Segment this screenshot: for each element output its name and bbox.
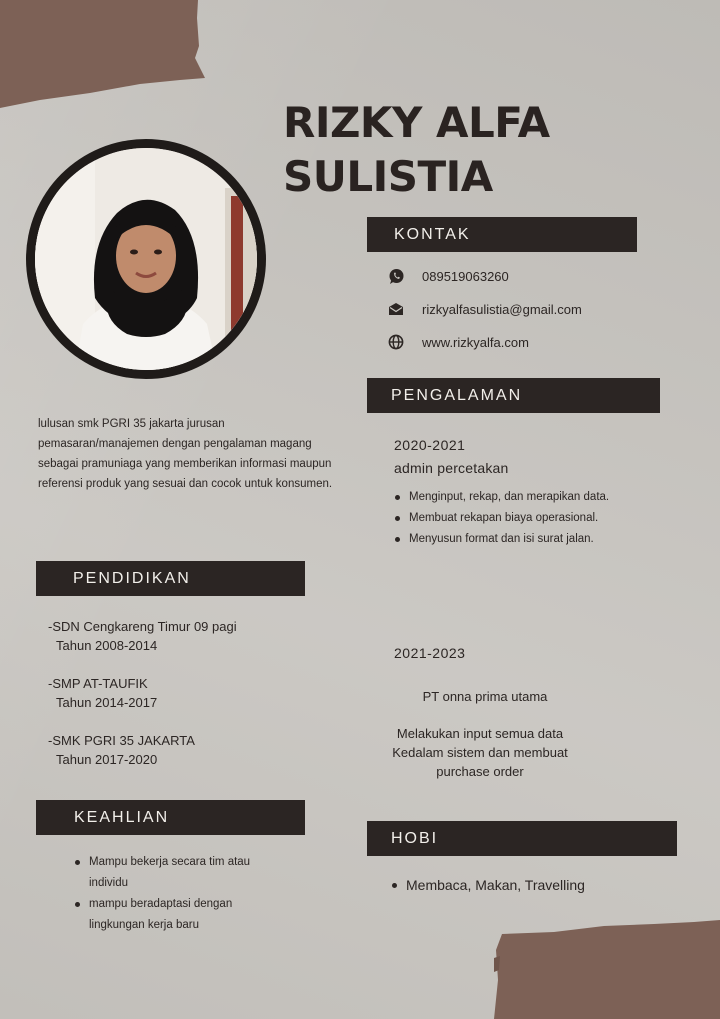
- education-item: [48, 674, 157, 712]
- job-2-description-line: Melakukan input semua data: [396, 726, 564, 741]
- job-1-task: Membuat rekapan biaya operasional.: [393, 508, 618, 529]
- profile-photo-image: [35, 148, 257, 370]
- school-name: -SMP AT-TAUFIK: [48, 676, 148, 691]
- experience-heading: PENGALAMAN: [391, 387, 523, 404]
- email-icon: [386, 299, 406, 319]
- job-2-period: 2021-2023: [394, 645, 466, 661]
- skill-item: Mampu bekerja secara tim atau individu: [73, 852, 283, 894]
- education-heading-bar: [36, 561, 305, 596]
- school-years: Tahun 2014-2017: [56, 695, 158, 710]
- profile-summary: lulusan smk PGRI 35 jakarta jurusan pemasaran/manajemen dengan pengalaman magang sebagai pramuniaga yang memberikan informasi maupun referensi produk yang sesuai dan cocok untuk konsumen.: [38, 418, 333, 490]
- school-years: Tahun 2017-2020: [56, 752, 158, 767]
- candidate-last-name: SULISTIA: [283, 152, 493, 201]
- skill-item: mampu beradaptasi dengan lingkungan kerja baru: [73, 894, 283, 936]
- school-name: -SMK PGRI 35 JAKARTA: [48, 733, 195, 748]
- job-1-title: admin percetakan: [394, 460, 509, 476]
- contact-phone[interactable]: [386, 266, 509, 286]
- contact-heading: KONTAK: [394, 226, 471, 243]
- experience-heading-bar: [367, 378, 660, 413]
- job-1-period: 2020-2021: [394, 437, 466, 453]
- school-name: -SDN Cengkareng Timur 09 pagi: [48, 619, 237, 634]
- hobbies-list: [390, 875, 670, 895]
- job-1-tasks: [393, 487, 618, 550]
- candidate-first-name: RIZKY ALFA: [283, 98, 550, 147]
- contact-website[interactable]: [386, 332, 529, 352]
- skills-heading-bar: [36, 800, 305, 835]
- job-1-task: Menyusun format dan isi surat jalan.: [393, 529, 618, 550]
- whatsapp-icon: [386, 266, 406, 286]
- globe-icon: [386, 332, 406, 352]
- profile-photo: [26, 139, 266, 379]
- email-address: rizkyalfasulistia@gmail.com: [422, 301, 582, 317]
- job-2-description-line: Kedalam sistem dan membuat: [392, 745, 568, 760]
- job-2-description-line: purchase order: [436, 764, 524, 779]
- contact-email[interactable]: [386, 299, 582, 319]
- contact-heading-bar: [367, 217, 637, 252]
- phone-number: 089519063260: [422, 268, 509, 284]
- candidate-name: [283, 96, 550, 204]
- job-1-task: Menginput, rekap, dan merapikan data.: [393, 487, 618, 508]
- job-2-description: [370, 724, 590, 781]
- skills-list: [73, 852, 283, 936]
- job-2-company: PT onna prima utama: [422, 689, 548, 704]
- skills-heading: KEAHLIAN: [74, 809, 170, 826]
- hobbies-text: Membaca, Makan, Travelling: [390, 875, 670, 895]
- top-left-paint-stroke: [0, 0, 205, 112]
- hobbies-heading: HOBI: [391, 830, 439, 847]
- website-url: www.rizkyalfa.com: [422, 334, 529, 350]
- bottom-right-paint-stroke: [494, 920, 720, 1019]
- hobbies-heading-bar: [367, 821, 677, 856]
- education-item: [48, 617, 237, 655]
- school-years: Tahun 2008-2014: [56, 638, 158, 653]
- education-heading: PENDIDIKAN: [73, 570, 191, 587]
- education-item: [48, 731, 195, 769]
